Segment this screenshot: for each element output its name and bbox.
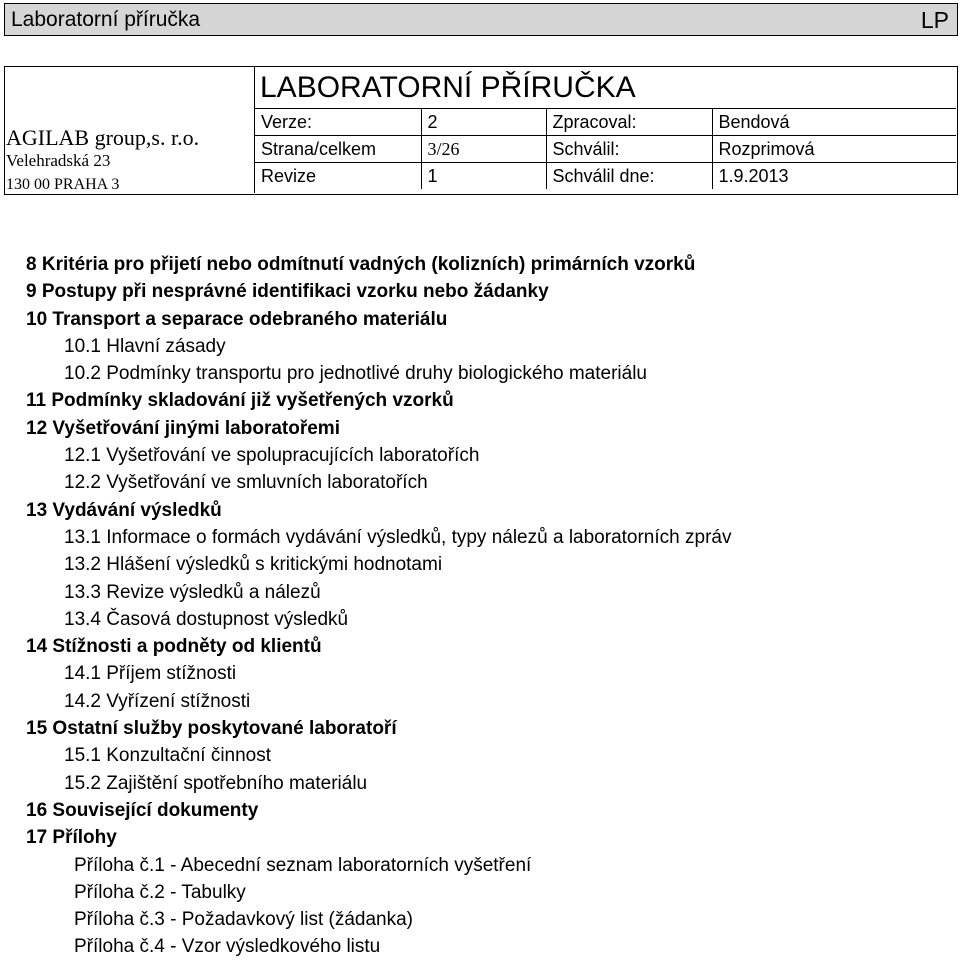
toc-section: 16 Související dokumenty xyxy=(26,799,259,821)
company-block xyxy=(5,67,255,193)
meta-row xyxy=(255,136,956,163)
toc-appendix: Příloha č.3 - Požadavkový list (žádanka) xyxy=(74,909,413,931)
toc-subsection: 13.2 Hlášení výsledků s kritickými hodnotami xyxy=(64,554,443,576)
toc-subsection: 14.2 Vyřízení stížnosti xyxy=(64,690,251,712)
toc-subsection: 13.3 Revize výsledků a nálezů xyxy=(64,581,321,603)
meta-row xyxy=(255,163,956,190)
toc-section: 11 Podmínky skladování již vyšetřených vzorků xyxy=(26,390,454,412)
meta-label: Schválil dne: xyxy=(546,163,712,190)
toc-subsection: 13.4 Časová dostupnost výsledků xyxy=(64,608,349,630)
manual-title: Laboratorní příručka xyxy=(11,8,201,31)
meta-value: 2 xyxy=(421,109,546,136)
meta-value: Rozprimová xyxy=(712,136,956,163)
document-title xyxy=(255,67,956,109)
meta-row xyxy=(255,109,956,136)
toc-subsection: 15.2 Zajištění spotřebního materiálu xyxy=(64,772,368,794)
meta-value: 1 xyxy=(421,163,546,190)
toc-subsection: 10.2 Podmínky transportu pro jednotlivé druhy biologického materiálu xyxy=(64,363,647,385)
toc-subsection: 10.1 Hlavní zásady xyxy=(64,335,226,357)
toc-section: 8 Kritéria pro přijetí nebo odmítnutí vadných (kolizních) primárních vzorků xyxy=(26,254,696,275)
document-header xyxy=(4,66,958,195)
toc-subsection: 14.1 Příjem stížnosti xyxy=(64,663,237,685)
toc-section: 12 Vyšetřování jinými laboratořemi xyxy=(26,417,340,439)
company-name: AGILAB group,s. r.o. xyxy=(6,125,200,150)
toc-appendix: Příloha č.1 - Abecední seznam laboratorních vyšetření xyxy=(74,854,532,876)
toc-appendix: Příloha č.4 - Vzor výsledkového listu xyxy=(74,936,381,958)
meta-value: 3/26 xyxy=(421,136,546,163)
toc-subsection: 15.1 Konzultační činnost xyxy=(64,745,272,767)
meta-label: Schválil: xyxy=(546,136,712,163)
toc-section: 17 Přílohy xyxy=(26,827,117,849)
meta-label: Revize xyxy=(255,163,421,190)
document-meta-table xyxy=(255,109,956,189)
header-bar xyxy=(4,3,958,36)
table-of-contents xyxy=(26,251,731,961)
company-city: 130 00 PRAHA 3 xyxy=(6,176,120,193)
meta-value: Bendová xyxy=(712,109,956,136)
toc-subsection: 12.2 Vyšetřování ve smluvních laboratořích xyxy=(64,472,428,494)
meta-label: Verze: xyxy=(255,109,421,136)
meta-label: Zpracoval: xyxy=(546,109,712,136)
toc-section: 9 Postupy při nesprávné identifikaci vzorku nebo žádanky xyxy=(26,281,549,303)
toc-section: 13 Vydávání výsledků xyxy=(26,499,222,521)
company-street: Velehradská 23 xyxy=(6,151,111,170)
toc-subsection: 13.1 Informace o formách vydávání výsledků, typy nálezů a laboratorních zpráv xyxy=(64,526,732,548)
toc-subsection: 12.1 Vyšetřování ve spolupracujících laboratořích xyxy=(64,445,480,467)
meta-label: Strana/celkem xyxy=(255,136,421,163)
toc-section: 10 Transport a separace odebraného materiálu xyxy=(26,308,448,330)
toc-appendix: Příloha č.2 - Tabulky xyxy=(74,881,246,903)
toc-section: 15 Ostatní služby poskytované laboratoří xyxy=(26,718,397,740)
meta-value: 1.9.2013 xyxy=(712,163,956,190)
document-title-text: LABORATORNÍ PŘÍRUČKA xyxy=(260,71,636,104)
toc-section: 14 Stížnosti a podněty od klientů xyxy=(26,636,322,658)
manual-code: LP xyxy=(920,7,949,33)
